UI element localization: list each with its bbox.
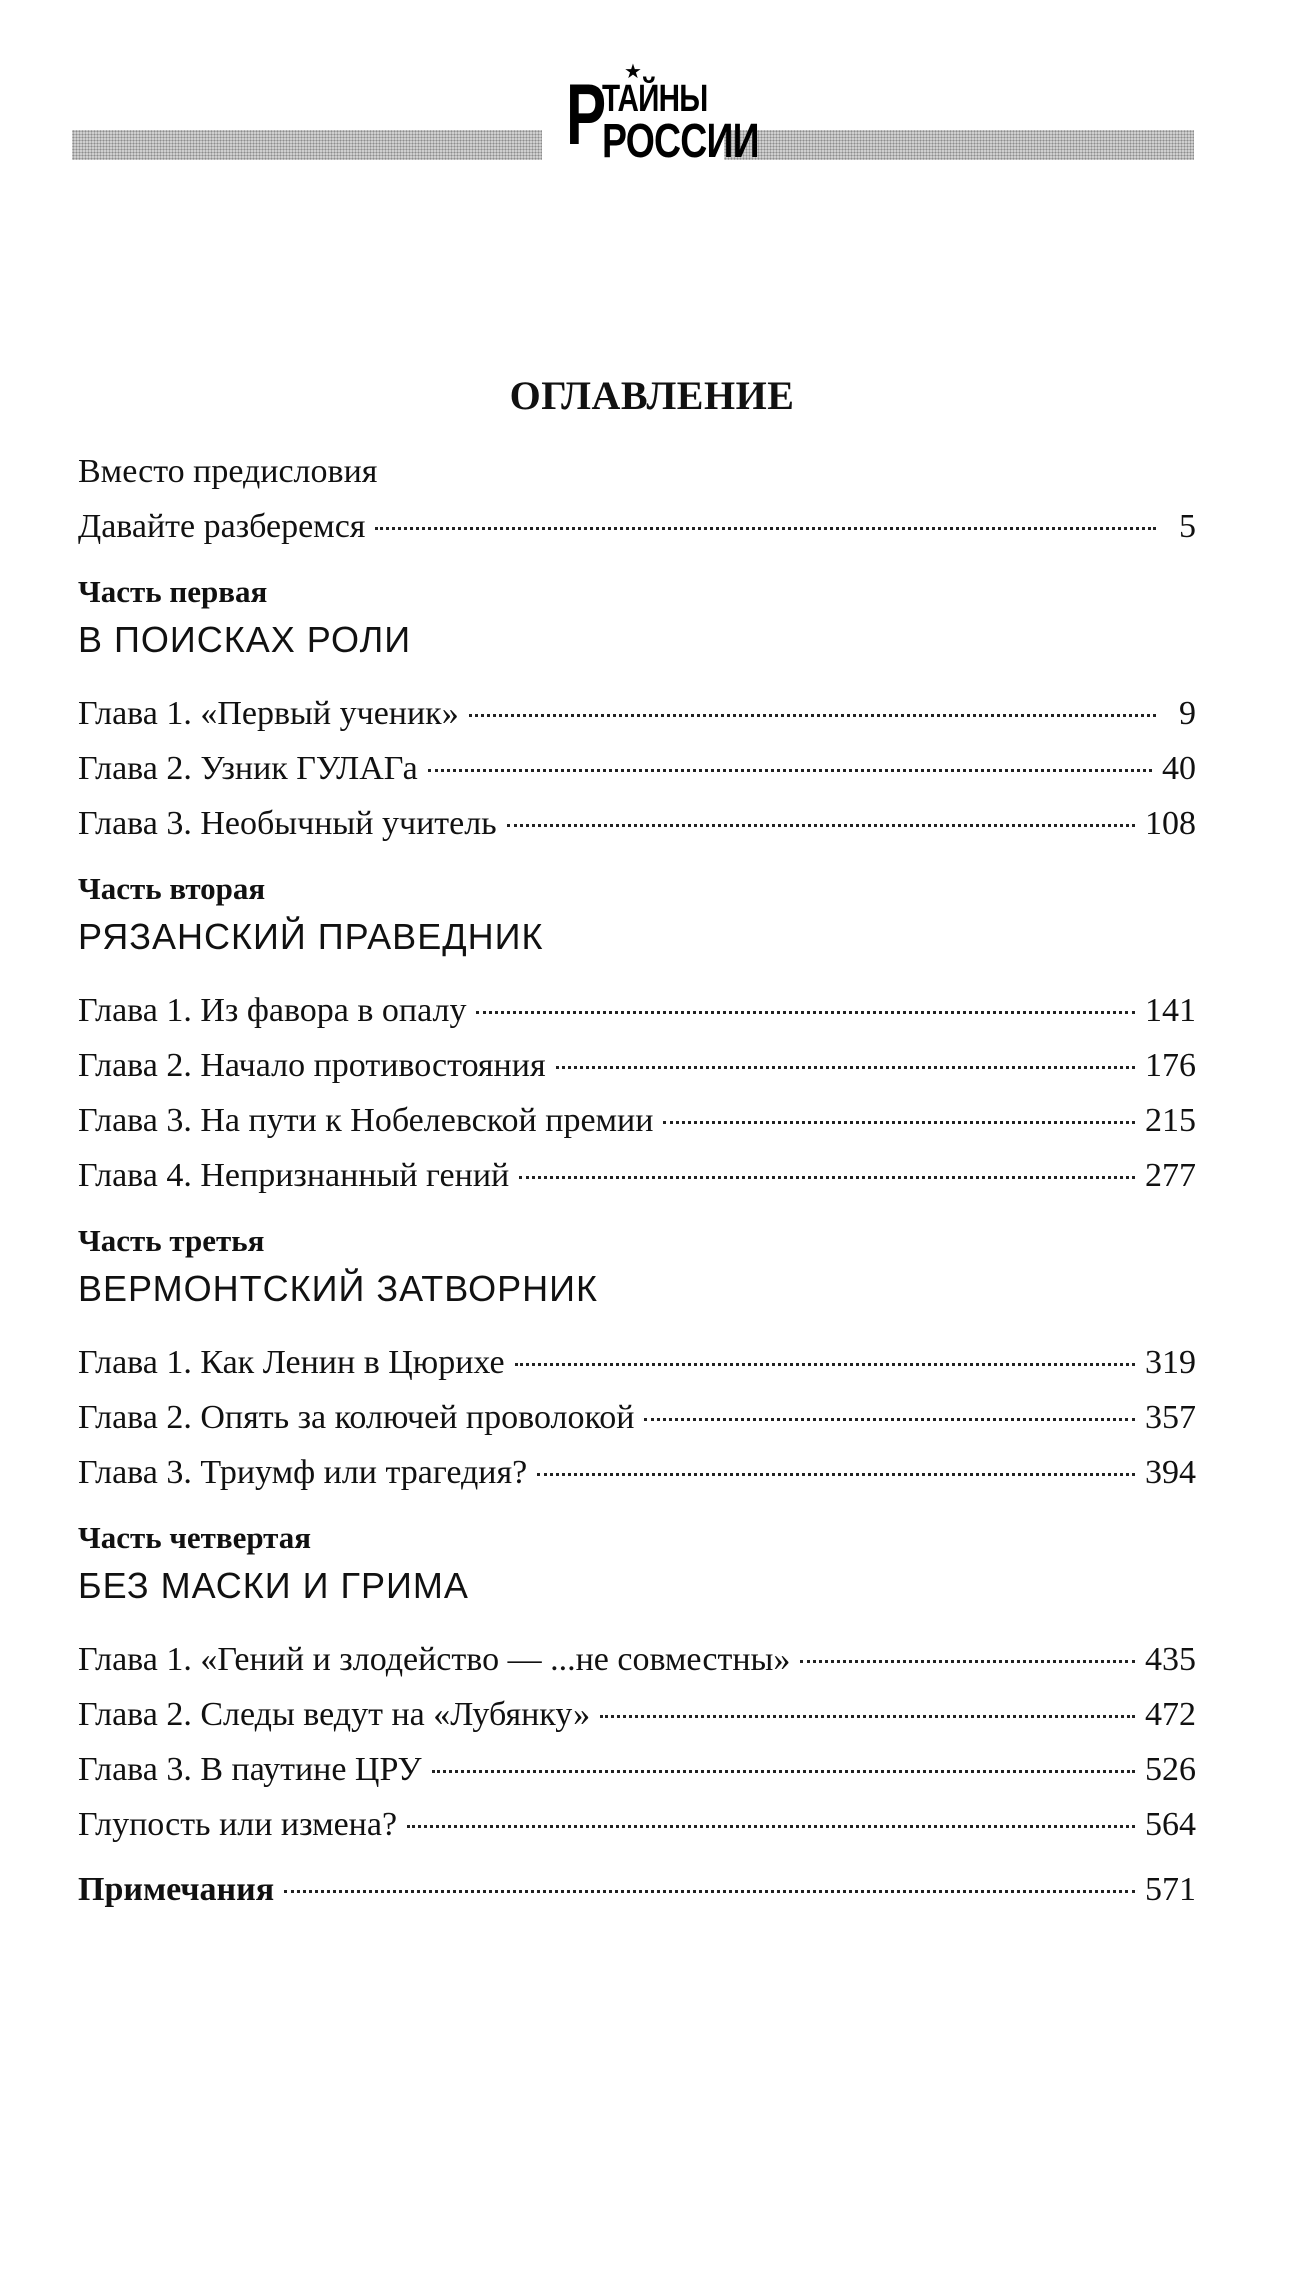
toc-entry[interactable]	[78, 1156, 1196, 1211]
entry-title: Глава 2. Начало противостояния	[78, 1047, 546, 1084]
entry-title: Глава 4. Непризнанный гений	[78, 1157, 510, 1194]
toc-entry[interactable]	[78, 1695, 1196, 1750]
dot-leader	[432, 1770, 1135, 1773]
preface-heading: Вместо предисловия	[78, 453, 378, 490]
dot-leader	[476, 1011, 1135, 1014]
toc-entry[interactable]	[78, 1046, 1196, 1101]
series-logo	[562, 61, 759, 170]
header-band-right	[724, 130, 1194, 160]
entry-page: 108	[1145, 805, 1196, 842]
dot-leader	[519, 1176, 1135, 1179]
entry-title: Глава 3. Триумф или трагедия?	[78, 1454, 528, 1491]
dot-leader	[284, 1890, 1135, 1893]
dot-leader	[800, 1660, 1135, 1663]
entry-title: Глава 3. Необычный учитель	[78, 805, 497, 842]
entry-page: 277	[1145, 1157, 1196, 1194]
entry-page: 394	[1145, 1454, 1196, 1491]
entry-page: 571	[1145, 1871, 1196, 1908]
entry-page: 176	[1145, 1047, 1196, 1084]
toc-entry[interactable]	[78, 1805, 1196, 1860]
toc-entry[interactable]	[78, 1640, 1196, 1695]
entry-title: Глава 2. Опять за колючей проволокой	[78, 1399, 635, 1436]
entry-title: Глава 2. Следы ведут на «Лубянку»	[78, 1696, 591, 1733]
dot-leader	[469, 714, 1156, 717]
entry-page: 435	[1145, 1641, 1196, 1678]
entry-page: 472	[1145, 1696, 1196, 1733]
entry-page: 40	[1162, 750, 1196, 787]
toc-entry[interactable]	[78, 749, 1196, 804]
toc-entry[interactable]	[78, 1101, 1196, 1156]
part-label: Часть третья	[78, 1223, 265, 1258]
entry-page: 357	[1145, 1399, 1196, 1436]
header-band-left	[72, 130, 542, 160]
entry-title: Глава 3. В паутине ЦРУ	[78, 1751, 422, 1788]
entry-title: Давайте разберемся	[78, 508, 366, 545]
part-title: РЯЗАНСКИЙ ПРАВЕДНИК	[78, 916, 544, 957]
dot-leader	[407, 1825, 1135, 1828]
toc-entry[interactable]	[78, 991, 1196, 1046]
toc-entry[interactable]	[78, 1343, 1196, 1398]
star-icon: ★	[624, 61, 642, 83]
toc-entry[interactable]	[78, 1750, 1196, 1805]
entry-title: Примечания	[78, 1871, 275, 1908]
entry-title: Глупость или измена?	[78, 1806, 398, 1843]
toc-entry-preface[interactable]	[78, 507, 1196, 562]
part-title: БЕЗ МАСКИ И ГРИМА	[78, 1565, 469, 1606]
toc-entry[interactable]	[78, 1398, 1196, 1453]
entry-title: Глава 1. Из фавора в опалу	[78, 992, 467, 1029]
dot-leader	[375, 527, 1156, 530]
entry-page: 319	[1145, 1344, 1196, 1381]
contents-title: ОГЛАВЛЕНИЕ	[509, 373, 795, 418]
part-title: ВЕРМОНТСКИЙ ЗАТВОРНИК	[78, 1268, 598, 1309]
toc-entry[interactable]	[78, 694, 1196, 749]
entry-page: 564	[1145, 1806, 1196, 1843]
toc-entry[interactable]	[78, 804, 1196, 859]
dot-leader	[556, 1066, 1135, 1069]
dot-leader	[600, 1715, 1135, 1718]
toc-entry[interactable]	[78, 1453, 1196, 1508]
entry-page: 526	[1145, 1751, 1196, 1788]
dot-leader	[644, 1418, 1135, 1421]
logo-text-line2: РОССИИ	[602, 115, 759, 168]
dot-leader	[507, 824, 1135, 827]
entry-page: 215	[1145, 1102, 1196, 1139]
entry-title: Глава 3. На пути к Нобелевской премии	[78, 1102, 654, 1139]
entry-page: 5	[1179, 508, 1196, 545]
entry-title: Глава 1. Как Ленин в Цюрихе	[78, 1344, 505, 1381]
entry-title: Глава 1. «Гений и злодейство — ...не совместны»	[78, 1641, 791, 1678]
entry-page: 9	[1179, 695, 1196, 732]
entry-title: Глава 2. Узник ГУЛАГа	[78, 750, 418, 787]
part-title: В ПОИСКАХ РОЛИ	[78, 619, 412, 660]
dot-leader	[428, 769, 1152, 772]
dot-leader	[537, 1473, 1135, 1476]
dot-leader	[663, 1121, 1135, 1124]
toc-entry-notes[interactable]	[78, 1870, 1196, 1925]
logo-initial: Р	[566, 67, 607, 163]
entry-page: 141	[1145, 992, 1196, 1029]
table-of-contents	[78, 452, 1196, 1925]
part-label: Часть вторая	[78, 871, 266, 906]
entry-title: Глава 1. «Первый ученик»	[78, 695, 459, 732]
logo-text-line1: ТАЙНЫ	[602, 78, 708, 120]
part-label: Часть четвертая	[78, 1520, 312, 1555]
dot-leader	[515, 1363, 1135, 1366]
part-label: Часть первая	[78, 574, 268, 609]
series-header	[72, 62, 1194, 172]
